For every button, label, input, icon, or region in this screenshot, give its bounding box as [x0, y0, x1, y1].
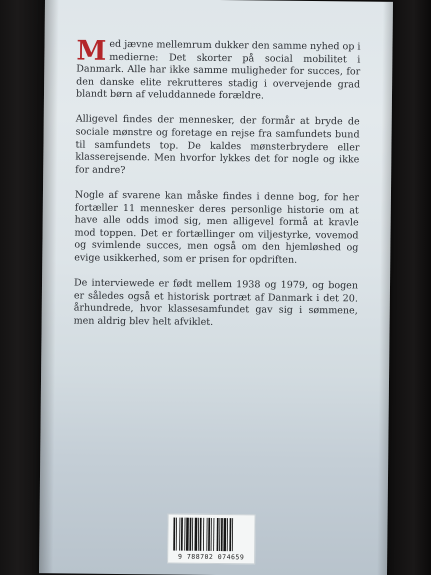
barcode-bar [179, 518, 180, 551]
barcode-bar [227, 518, 228, 551]
barcode-bar [206, 518, 207, 551]
barcode-bar [198, 518, 199, 551]
barcode-bar [189, 518, 191, 551]
barcode-bar [219, 518, 220, 551]
blurb-paragraph-1 [75, 35, 361, 105]
blurb-paragraph-3: Nogle af svarene kan måske findes i denne bog, for her fortæller 11 mennesker deres personlige historie om at have alle odds imod sig, men alligevel formå at kravle mod toppen. Det er fortællinger om viljestyrke, vovemod og svimlende succes, men også om den hjemløshed og evige usikkerhed, som er prisen for opdriften. [74, 189, 359, 266]
blurb-paragraph-4: De interviewede er født mellem 1938 og 1979, og bogen er således også et historisk portræt af Danmark i det 20. århundrede, hvor klassesamfundet gav sig i sømmene, men aldrig blev helt afviklet. [73, 277, 359, 328]
barcode-bar [232, 518, 233, 551]
barcode-bar [173, 518, 175, 551]
blurb-text [73, 35, 361, 344]
barcode-bar [186, 518, 189, 551]
barcode-bar [200, 518, 202, 551]
barcode-bar [203, 518, 204, 551]
barcode-bars [168, 515, 254, 554]
barcode-bar [229, 518, 231, 551]
blurb-paragraph-2: Alligevel findes der mennesker, der formår at bryde de sociale mønstre og foretage en rejse fra samfundets bund til samfundets top. De kaldes mønsterbrydere eller klasserejsende. Men hvorfor lykkes det for nogle og ikke for andre? [75, 113, 360, 176]
barcode-bar [223, 518, 226, 551]
barcode-bar [213, 518, 214, 551]
barcode-bar [208, 518, 210, 551]
barcode-bar [217, 518, 219, 551]
barcode-bar [221, 518, 223, 551]
isbn-barcode [167, 513, 256, 564]
drop-cap: M [76, 35, 107, 67]
barcode-bar [176, 518, 177, 551]
barcode-bar [184, 518, 185, 551]
barcode-bar [192, 518, 193, 551]
barcode-number: 9 788702 074659 [178, 552, 245, 562]
book-back-cover [39, 0, 393, 575]
blurb-paragraph-1-text: ed jævne mellemrum dukker den samme nyhed op i medierne: Det skorter på social mobilitet i Danmark. Alle har ikke samme muligheder for succes, for den danske elite rekrutteres stadig i overvejende grad blandt børn af veluddannede forældre. [75, 38, 361, 102]
barcode-bar [211, 518, 212, 551]
barcode-bar [194, 518, 197, 551]
barcode-bar [181, 518, 183, 551]
